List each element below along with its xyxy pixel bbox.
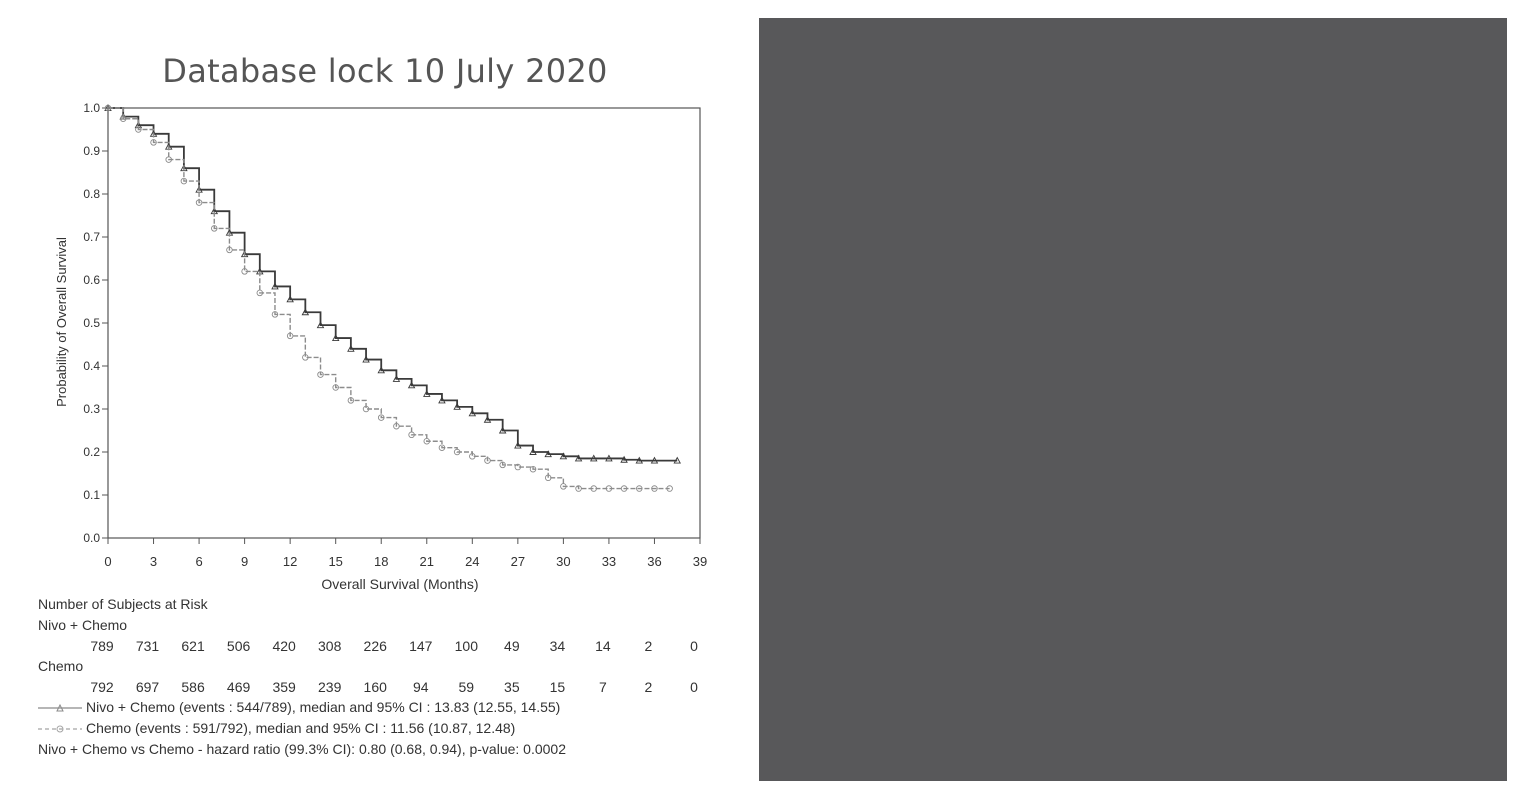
risk-count: 94 (412, 679, 429, 695)
y-tick-label: 0.3 (83, 402, 100, 416)
risk-count: 2 (644, 679, 653, 695)
risk-count: 586 (181, 679, 205, 695)
plot-frame (108, 108, 700, 538)
x-tick-label: 33 (601, 554, 617, 569)
chart-title: Database lock 10 July 2020 (162, 52, 608, 90)
legend-swatch-nivo (38, 703, 82, 713)
risk-table-title: Number of Subjects at Risk (38, 596, 208, 612)
x-axis-label: Overall Survival (Months) (321, 576, 479, 592)
x-tick-label: 9 (240, 554, 249, 569)
plot-axes (83, 101, 707, 569)
risk-count: 0 (690, 638, 698, 654)
risk-count: 731 (135, 638, 160, 654)
y-tick-label: 0.6 (83, 273, 100, 287)
legend-label-chemo: Chemo (events : 591/792), median and 95% CI : 11.56 (10.87, 12.48) (86, 720, 516, 736)
x-tick-label: 27 (510, 554, 526, 569)
risk-count: 2 (644, 638, 653, 654)
y-tick-label: 1.0 (83, 101, 100, 115)
risk-count: 792 (90, 679, 114, 695)
plot-series (105, 105, 680, 491)
risk-count: 0 (690, 679, 698, 695)
risk-count: 226 (363, 638, 387, 654)
hazard-ratio-note: Nivo + Chemo vs Chemo - hazard ratio (99.3% CI): 0.80 (0.68, 0.94), p-value: 0.0002 (38, 741, 566, 757)
risk-count: 160 (363, 679, 387, 695)
risk-count: 420 (272, 638, 296, 654)
legend-swatch-chemo (38, 724, 82, 734)
x-tick-label: 18 (373, 554, 389, 569)
risk-count: 621 (181, 638, 205, 654)
risk-count: 15 (549, 679, 566, 695)
x-tick-label: 21 (419, 554, 435, 569)
y-axis-label: Probability of Overall Survival (54, 237, 69, 407)
risk-row-nivo (0, 638, 760, 656)
risk-row-chemo (0, 679, 760, 697)
x-tick-label: 24 (465, 554, 480, 569)
x-tick-label: 15 (328, 554, 343, 569)
y-tick-label: 0.9 (83, 144, 100, 158)
x-tick-label: 0 (104, 554, 112, 569)
y-tick-label: 0.2 (83, 445, 100, 459)
legend-entry-chemo (38, 720, 515, 736)
x-tick-label: 6 (195, 554, 203, 569)
legend-label-nivo: Nivo + Chemo (events : 544/789), median and 95% CI : 13.83 (12.55, 14.55) (86, 699, 561, 715)
risk-count: 469 (226, 679, 251, 695)
y-tick-label: 0.1 (83, 488, 100, 502)
risk-count: 789 (90, 638, 114, 654)
x-tick-label: 36 (647, 554, 662, 569)
risk-count: 239 (318, 679, 342, 695)
risk-count: 308 (318, 638, 342, 654)
risk-count: 697 (135, 679, 160, 695)
dark-placeholder-panel (759, 18, 1507, 781)
risk-group-label-nivo: Nivo + Chemo (38, 617, 128, 633)
y-tick-label: 0.4 (83, 359, 100, 373)
risk-count: 100 (454, 638, 478, 654)
y-tick-label: 0.8 (83, 187, 100, 201)
x-tick-label: 39 (692, 554, 708, 569)
risk-count: 14 (595, 638, 611, 654)
risk-count: 147 (409, 638, 433, 654)
y-tick-label: 0.7 (83, 230, 100, 244)
risk-group-label-chemo: Chemo (38, 658, 84, 674)
y-tick-label: 0.5 (83, 316, 100, 330)
series-line-nivo-chemo (108, 108, 677, 461)
risk-count: 34 (549, 638, 566, 654)
risk-count: 359 (272, 679, 296, 695)
x-tick-label: 30 (556, 554, 571, 569)
risk-count: 49 (504, 638, 520, 654)
risk-count: 59 (458, 679, 475, 695)
y-tick-label: 0.0 (83, 531, 100, 545)
risk-count: 35 (504, 679, 520, 695)
x-tick-label: 12 (282, 554, 298, 569)
risk-count: 7 (599, 679, 607, 695)
risk-count: 506 (226, 638, 251, 654)
x-tick-label: 3 (149, 554, 158, 569)
series-line-chemo (108, 108, 670, 489)
km-plot (0, 0, 760, 610)
legend-entry-nivo (38, 699, 560, 715)
